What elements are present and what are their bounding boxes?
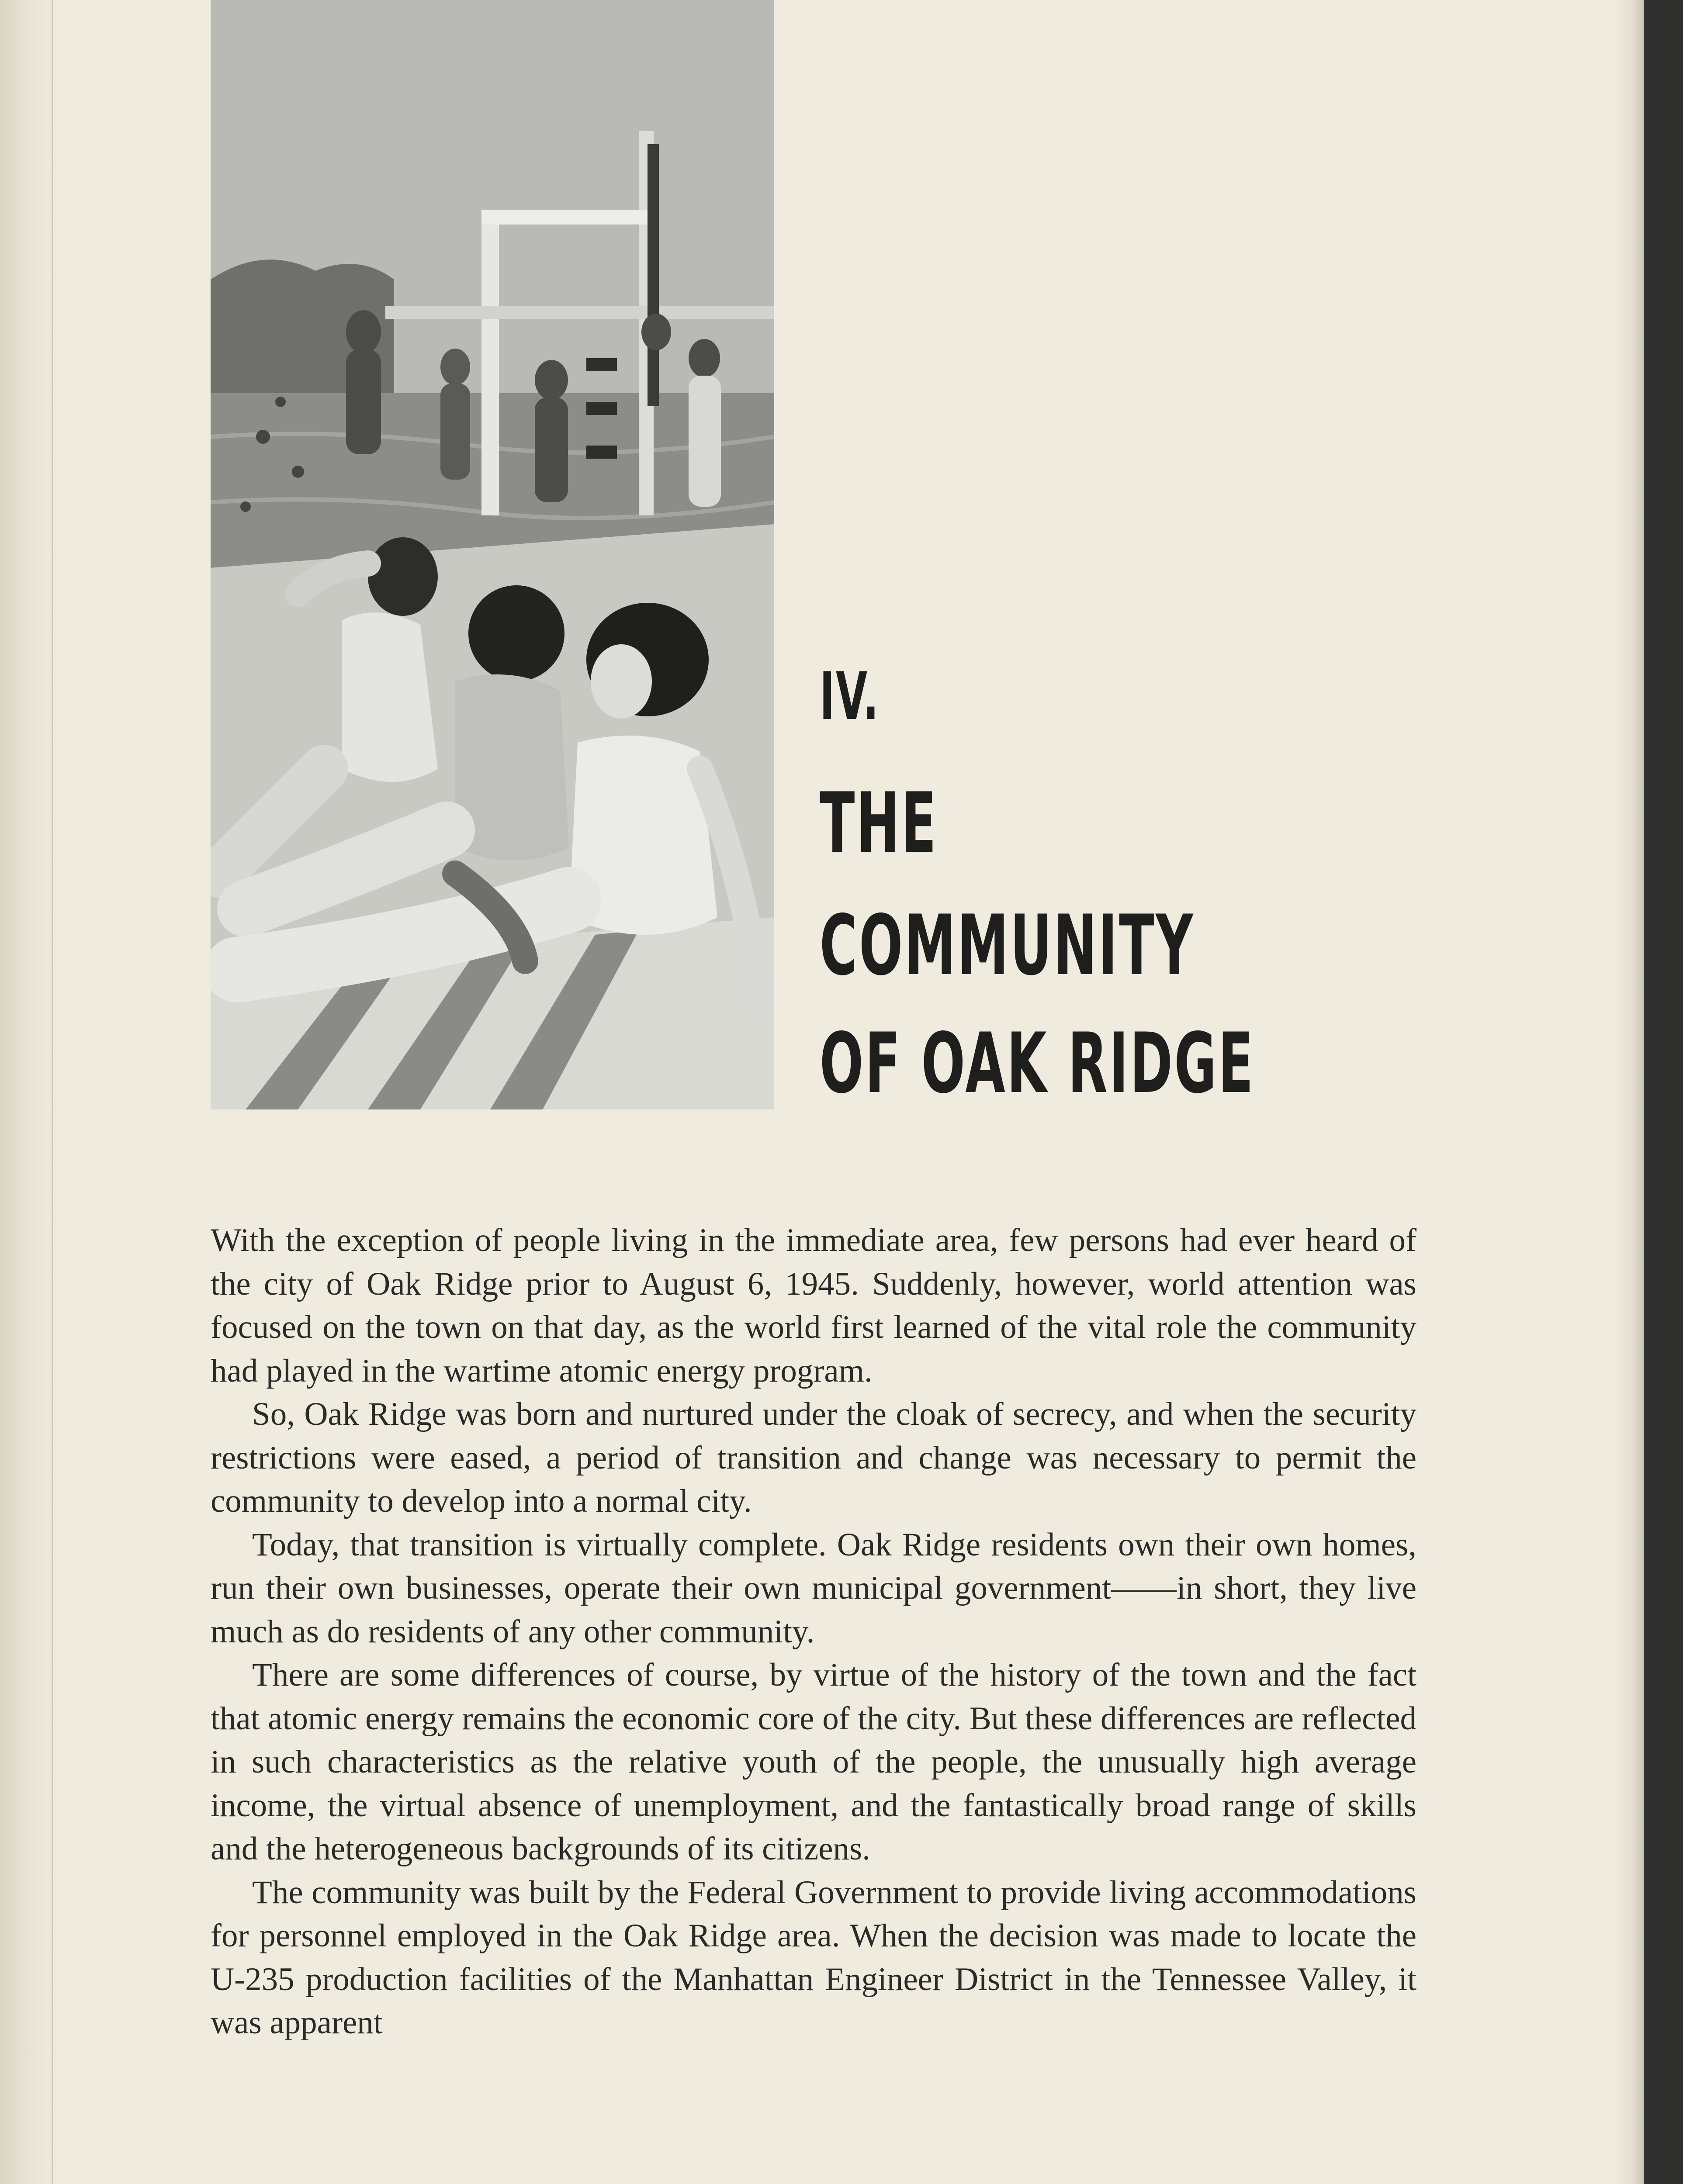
paragraph: Today, that transition is virtually complete. Oak Ridge residents own their own homes, run their own businesses, operate their own municipal government——in short, they live much as do residents of any other community. xyxy=(211,1526,1416,1650)
paragraph: There are some differences of course, by virtue of the history of the town and the fact that atomic energy remains the economic core of the city. But these differences are reflected in such characteristics as the relative youth of the people, the unusually high average income, the virtual absence of unemployment, and the fantastically broad range of skills and the heterogeneous backgrounds of its citizens. xyxy=(211,1657,1416,1867)
paragraph: The community was built by the Federal Government to provide living accommodations for personnel employed in the Oak Ridge area. When the decision was made to locate the U-235 production facilities of the Manhattan Engineer District in the Tennessee Valley, it was apparent xyxy=(211,1874,1416,2041)
chapter-title-line-3: OF OAK RIDGE xyxy=(820,1015,1255,1112)
body-text xyxy=(211,1219,1416,2045)
chapter-title-line-1: THE xyxy=(820,775,938,871)
page-edge xyxy=(1617,0,1644,2184)
chapter-title-line-2: COMMUNITY xyxy=(820,897,1195,994)
paragraph: With the exception of people living in the immediate area, few persons had ever heard of the city of Oak Ridge prior to August 6, 1945. Suddenly, however, world attention was focused on the town on that day, as the world first learned of the vital role the community had played in the wartime atomic energy program. xyxy=(211,1222,1416,1389)
chapter-number: IV. xyxy=(820,659,880,735)
paragraph: So, Oak Ridge was born and nurtured under the cloak of secrecy, and when the security restrictions were eased, a period of transition and change was necessary to permit the community to develop into a normal city. xyxy=(211,1396,1416,1519)
binding-line xyxy=(52,0,53,2184)
pool-photograph xyxy=(211,0,774,1109)
page-gutter xyxy=(0,0,66,2184)
